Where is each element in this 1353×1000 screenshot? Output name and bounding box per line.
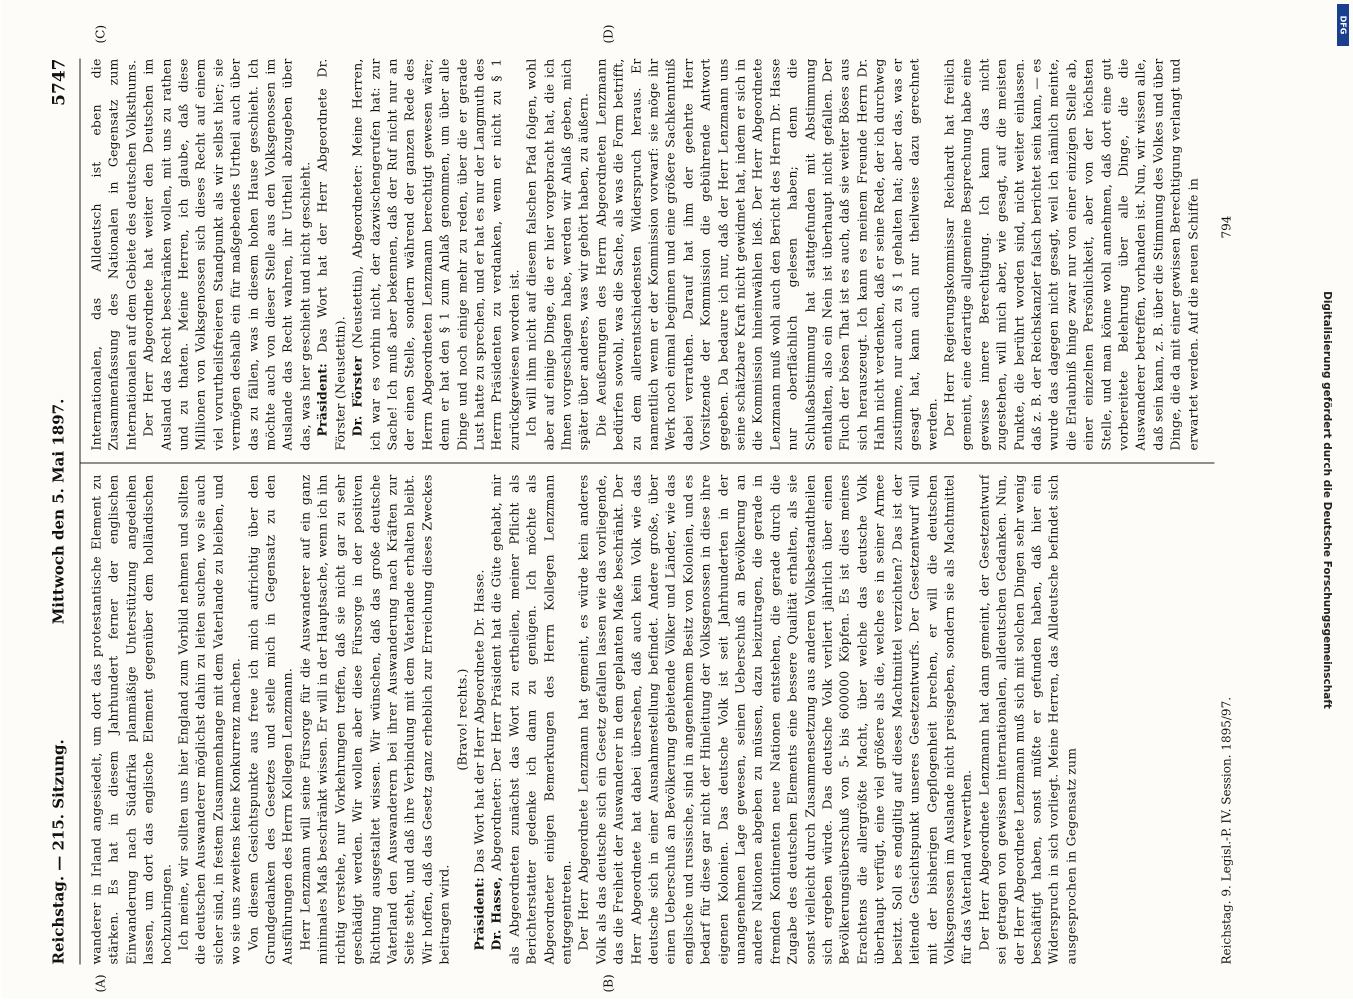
paragraph-text: Das Wort hat der Herr Abgeordnete Dr. Hasse. (471, 569, 487, 878)
paragraph (296, 475, 453, 965)
dfg-logo-text: DFG (1338, 15, 1348, 35)
paragraph-text: Ich meine, wir sollten uns hier England zum Vorbild nehmen und sollten die deutschen Auswanderer möglichst dahin zu leiten suchen, wo sie auch sicher sind, in festem Zusammenhange mit dem Vaterlande zu bleiben, und wo sie uns zweitens keine Konkurrenz machen. (175, 474, 243, 965)
document-page (2, 0, 1353, 999)
paragraph-text: Herr Lenzmann will seine Fürsorge für die Auswanderer auf ein ganz minimales Maß beschränkt wissen. Er will in der Hauptsache, wenn ich ihn richtig verstehe, nur Vorkehrungen treffen, daß sie nicht gar zu sehr geschädigt werden. Wir wollen aber diese Fürsorge in der positiven Richtung ausgestaltet wissen. Wir wünschen, daß das große deutsche Vaterland den Auswanderern bei ihrer Auswanderung nach Kräften zur Seite steht, und daß ihre Verbindung mit dem Vaterlande erhalten bleibt. Wir hoffen, daß das Gesetz ganz erheblich zur Erreichung dieses Zweckes beitragen wird. (297, 474, 452, 965)
paragraph-text: Der Herr Abgeordnete Lenzmann hat dann gemeint, der Gesetzentwurf sei getragen von gewissen internationalen, alldeutschen Gedanken. Nun, der Herr Abgeordnete Lenzmann muß sich mit solchen Dingen sehr wenig beschäftigt haben, sonst müßte er gefunden haben, daß hier ein Widerspruch in sich vorliegt. Meine Herren, das Alldeutsche befindet sich ausgesprochen in Gegensatz zum (976, 474, 1079, 965)
header-date: Mittwoch den 5. Mai 1897. (49, 398, 68, 625)
paragraph (470, 475, 487, 965)
speaker-name: Dr. Förster (349, 356, 365, 437)
paragraph-text: Von diesem Gesichtspunkte aus freue ich mich aufrichtig über den Grundgedanken des Gesetzes und stelle mich in Gegensatz zu den Ausführungen des Herrn Kollegen Lenzmann. (245, 474, 295, 965)
right-column (88, 59, 1208, 451)
paragraph (175, 475, 245, 965)
speaker-name: Präsident: (471, 877, 487, 951)
paragraph (349, 59, 523, 451)
paragraph (140, 59, 314, 451)
paragraph (453, 475, 470, 965)
paragraph (975, 475, 1079, 965)
paragraph-text: wanderer in Irland angesiedelt, um dort das protestantische Element zu stärken. Es hat in diesem Jahrhundert ferner der englischen Einwanderung nach Südafrika planmäßige Unterstützung angedeihen lassen, um dort das englische Element gegenüber dem holländischen hochzubringen. (88, 474, 174, 965)
paragraph (523, 59, 593, 451)
paragraph (575, 475, 975, 965)
paragraph-text: Ich will ihm nicht auf diesem falschen Pfad folgen, wohl aber auf einige Dinge, die er hier vorgebracht hat, die ich Ihnen vorgeschlagen habe, werden wir Anlaß geben, mich später über anderes, was wir gehört haben, zu äußern. (523, 58, 591, 451)
credit-text: Digitalisierung gefördert durch die Deutsche Forschungsgemeinschaft (1321, 291, 1333, 709)
header-rule (80, 59, 81, 965)
speaker-name: Präsident: (314, 363, 330, 437)
paragraph-text: (Bravo! rechts.) (454, 668, 470, 771)
margin-mark-b: (B) (601, 974, 616, 993)
paragraph (88, 475, 175, 965)
paragraph-text: Der Herr Abgeordnete Lenzmann hat gemeint, es würde kein anderes Volk als das deutsche sich ein Gesetz gefallen lassen wie das vorliegende, das die Freiheit der Auswanderer in dem geplanten Maße beschränkt. Der Herr Abgeordnete hat dabei übersehen, daß auch kein Volk wie das deutsche sich in einer Ausnahmestellung befindet. Andere große, über einen Ueberschuß an Bevölkerung gebietende Völker und Länder, wie das englische und russische, sind in angenehmem Besitz von Kolonien, und es bedarf für diese gar nicht der Hinleitung der Volksgenossen in diese ihre eigenen Kolonien. Das deutsche Volk ist seit Jahrhunderten in der unangenehmen Lage gewesen, seinen Ueberschuß an Bevölkerung an andere Nationen abgeben zu müssen, dazu beizutragen, die gerade in fremden Kontinenten neue Nationen entstehen, die gerade durch die Zugabe des deutschen Elements eine bessere Qualität erhalten, als sie sonst vielleicht durch Zusammensetzung aus anderen Volksbestandtheilen sich ergeben würde. Das deutsche Volk verliert jährlich über einen Bevölkerungsüberschuß von 5- bis 600000 Köpfen. Es ist dies meines Erachtens die allergrößte Macht, über welche das deutsche Volk überhaupt verfügt, eine viel größere als die, welche es in seiner Armee besitzt. Soll es endgiltig auf dieses Machtmittel verzichten? Das ist der leitende Gesichtspunkt unseres Gesetzentwurfs. Der Gesetzentwurf will mit der bisherigen Gepflogenheit brechen, er will die deutschen Volksgenossen im Auslande nicht preisgeben, sondern sie als Machtmittel für das Vaterland verwerthen. (575, 474, 974, 965)
paragraph (88, 59, 140, 451)
dfg-logo (1337, 4, 1349, 46)
paragraph (592, 59, 940, 451)
left-column (88, 475, 1208, 965)
paragraph-text: Der Herr Regierungskommissar Reichardt hat freilich gemeint, eine derartige allgemeine Besprechung habe eine gewisse innere Berechtigung. Ich kann das nicht zugestehen, will mich aber, wie gesagt, auf die meisten Punkte, die berührt worden sind, nicht weiter einlassen. daß z. B. der Reichskanzler falsch berichtet sein kann, — es wurde das dagegen nicht gesagt, weil ich nämlich meinte, die Erlaubniß hinge zwar nur von einer einzigen Stelle ab, einer einzelnen Persönlichkeit, aber von der höchsten Stelle, und man könne wohl annehmen, daß dort eine gut vorbereitete Belehrung über alle Dinge, die die Auswanderer betreffen, vorhanden ist. Nun, wir wissen alle, daß sein kann, z. B. über die Stimmung des Volkes und über Dinge, die da mit einer gewissen Berechtigung verlangt und erwartet werden. Auf die neuen Schiffe in (941, 58, 1201, 451)
margin-mark-d: (D) (601, 24, 616, 44)
margin-mark-c: (C) (93, 24, 108, 44)
paragraph-text: Abgeordneter: Der Herr Präsident hat die Güte gehabt, mir als Abgeordneten zunächst das Wort zu ertheilen, meiner Pflicht als Berichterstatter gedenke ich dann zu genügen. Ich möchte als Abgeordneter einigen Bemerkungen des Herrn Kollegen Lenzmann entgegentreten. (488, 474, 574, 965)
paragraph-text: (Neustettin), Abgeordneter: Meine Herren, ich war es vorhin nicht, der dazwischengerufen hat: zur Sache! Ich muß aber bekennen, daß der Ruf nicht nur an der einen Stelle, sondern während der ganzen Rede des Herrn Abgeordneten Lenzmann berechtigt gewesen wäre; denn er hat den § 1 zum Anlaß genommen, um über alle Dinge und noch einige mehr zu reden, über die er gerade Lust hatte zu sprechen, und er hat es nur der Langmuth des Herrn Präsidenten zu verdanken, wenn er nicht zu § 1 zurückgewiesen worden ist. (349, 58, 522, 451)
footer-signature: 794 (1219, 215, 1234, 239)
margin-mark-a: (A) (93, 974, 108, 993)
paragraph (314, 59, 349, 451)
page-number: 5747 (49, 58, 70, 106)
digitization-credit (1318, 20, 1336, 980)
paragraph-text: Das Wort hat der Herr Abgeordnete Dr. Förster (Neustettin). (314, 58, 348, 451)
header-left: Reichstag. — 215. Sitzung. (49, 739, 68, 965)
footer-session: Reichstag. 9. Legisl.-P. IV. Session. 1895/97. (1219, 696, 1234, 965)
speaker-name: Dr. Hasse, (488, 876, 504, 951)
paragraph (940, 59, 1201, 451)
paragraph-text: Die Aeußerungen des Herrn Abgeordneten Lenzmann bedürfen sowohl, was die Sache, als was die Form betrifft, zu dem allerentschiedensten Widerspruch heraus. Er namentlich wenn er der Kommission vorwarf: sie möge ihr Werk noch einmal beginnen und eine größere Sachkenntniß dabei verrathen. Darauf hat ihm der geehrte Herr Vorsitzende der Kommission die gebührende Antwort gegeben. Da bedaure ich nur, daß der Herr Lenzmann uns seine schätzbare Kraft nicht gewidmet hat, indem er sich in die Kommission hineinwählen ließ. Der Herr Abgeordnete Lenzmann muß wohl auch den Bericht des Herrn Dr. Hasse nur oberflächlich gelesen haben; denn die Schlußabstimmung hat stattgefunden mit Abstimmung enthalten, also ein Nein ist überhaupt nicht gefallen. Der Fluch der bösen That ist es auch, daß sie weiter Böses aus sich herauszeugt. Ich kann es meinem Freunde Herrn Dr. Hahn nicht verdenken, daß er seine Rede, der ich durchweg zustimme, nur auch zu § 1 gehalten hat; aber das, was er gesagt hat, kann auch nur theilweise dazu gerechnet werden. (593, 58, 939, 451)
paragraph-text: Der Herr Abgeordnete hat weiter den Deutschen im Ausland das Recht beschränken wollen, mit uns zu rathen und zu thaten. Meine Herren, ich glaube, daß diese Millionen von Volksgenossen sich dieses Recht auf einem viel vorurtheilsfreieren Standpunkt als wir selbst hier; sie vermögen deshalb ein für maßgebendes Urtheil auch über das zu fällen, was in diesem hohen Hause geschieht. Ich möchte auch von dieser Stelle aus den Volksgenossen im Auslande das Recht wahren, ihr Urtheil abzugeben über das, was hier geschieht und nicht geschieht. (140, 58, 313, 451)
paragraph (244, 475, 296, 965)
paragraph-text: Internationalen, das Alldeutsch ist eben die Zusammenfassung des Nationalen in Gegensatz zum Internationalen auf dem Gebiete des deutschen Volksthums. (88, 58, 139, 451)
page-header (50, 59, 80, 965)
paragraph (488, 475, 575, 965)
column-divider (80, 463, 1215, 464)
